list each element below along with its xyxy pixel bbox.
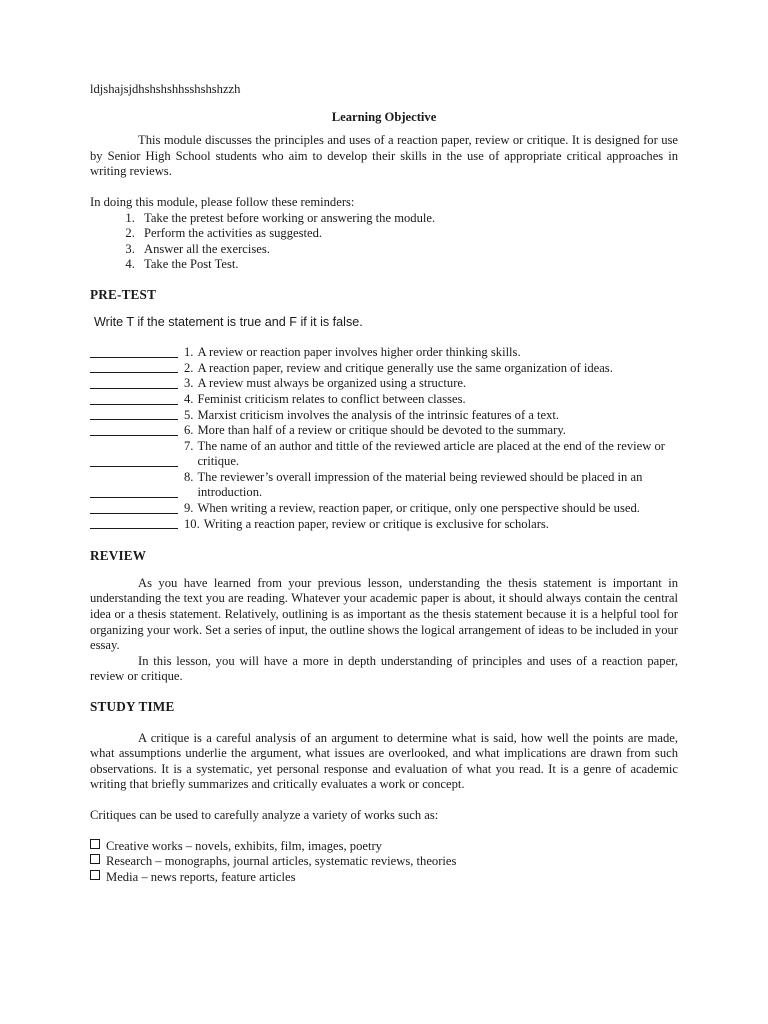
answer-blank[interactable] (90, 392, 180, 408)
answer-blank[interactable] (90, 470, 180, 501)
answer-blank[interactable] (90, 361, 180, 377)
answer-blank[interactable] (90, 439, 180, 470)
pretest-item: 4. Feminist criticism relates to conflict between classes. (90, 392, 678, 408)
reminder-item: 3. Answer all the exercises. (138, 242, 678, 258)
pretest-item: 3. A review must always be organized using a structure. (90, 376, 678, 392)
page-title: Learning Objective (331, 109, 437, 124)
study-paragraph-1: A critique is a careful analysis of an argument to determine what is said, how well the points are made, what assumptions underlie the argument, what issues are overlooked, and what implications are drawn from such observations. It is a systematic, yet personal response and evaluation of what you read. It is a genre of academic writing that briefly summarizes and critically evaluates a work or concept. (90, 730, 678, 792)
review-paragraph-1: As you have learned from your previous lesson, understanding the thesis statement is important in understanding the text you are reading. Whatever your academic paper is about, it should always contain the central idea or a thesis statement. Relatively, outlining is as important as the thesis statement because it is a helpful tool for organizing your work. Set a series of input, the outline shows the logical arrangement of ideas to be included in your essay. (90, 575, 678, 653)
reminders-list (90, 211, 678, 273)
header-text: ldjshajsjdhshshshhsshshshzzh (90, 82, 241, 96)
list-item: Research – monographs, journal articles, systematic reviews, theories (90, 854, 678, 870)
pretest-item: 6. More than half of a review or critique should be devoted to the summary. (90, 423, 678, 439)
answer-blank[interactable] (90, 345, 180, 361)
study-time-heading: STUDY TIME (90, 699, 175, 714)
review-paragraph-2: In this lesson, you will have a more in depth understanding of principles and uses of a reaction paper, review or critique. (90, 653, 678, 684)
list-item: Creative works – novels, exhibits, film, images, poetry (90, 839, 678, 855)
works-list (90, 839, 678, 886)
intro-paragraph: This module discusses the principles and uses of a reaction paper, review or critique. It is designed for use by Senior High School students who aim to develop their skills in the use of appropriate critical approaches in writing reviews. (90, 133, 678, 179)
document-page (90, 82, 678, 885)
pretest-item: 1. A review or reaction paper involves higher order thinking skills. (90, 345, 678, 361)
reminders-lead: In doing this module, please follow these reminders: (90, 194, 355, 209)
answer-blank[interactable] (90, 501, 180, 517)
answer-blank[interactable] (90, 423, 180, 439)
pretest-item: 7. The name of an author and tittle of the reviewed article are placed at the end of the review or critique. (90, 439, 678, 470)
checkbox-icon (90, 839, 100, 849)
reminder-item: 1. Take the pretest before working or answering the module. (138, 211, 678, 227)
pretest-item: 8. The reviewer’s overall impression of the material being reviewed should be placed in an introduction. (90, 470, 678, 501)
pretest-instruction: Write T if the statement is true and F if it is false. (94, 314, 363, 329)
answer-blank[interactable] (90, 408, 180, 424)
reminder-item: 4. Take the Post Test. (138, 257, 678, 273)
answer-blank[interactable] (90, 517, 180, 533)
review-heading: REVIEW (90, 548, 147, 564)
checkbox-icon (90, 854, 100, 864)
pretest-item: 2. A reaction paper, review and critique generally use the same organization of ideas. (90, 361, 678, 377)
pretest-item: 5. Marxist criticism involves the analysis of the intrinsic features of a text. (90, 408, 678, 424)
pretest-items (90, 345, 678, 532)
list-item: Media – news reports, feature articles (90, 870, 678, 886)
pretest-heading: PRE-TEST (90, 286, 157, 302)
pretest-item: 10. Writing a reaction paper, review or critique is exclusive for scholars. (90, 517, 678, 533)
reminder-item: 2. Perform the activities as suggested. (138, 226, 678, 242)
pretest-item: 9. When writing a review, reaction paper, or critique, only one perspective should be used. (90, 501, 678, 517)
answer-blank[interactable] (90, 376, 180, 392)
checkbox-icon (90, 870, 100, 880)
study-paragraph-2: Critiques can be used to carefully analyze a variety of works such as: (90, 807, 439, 822)
